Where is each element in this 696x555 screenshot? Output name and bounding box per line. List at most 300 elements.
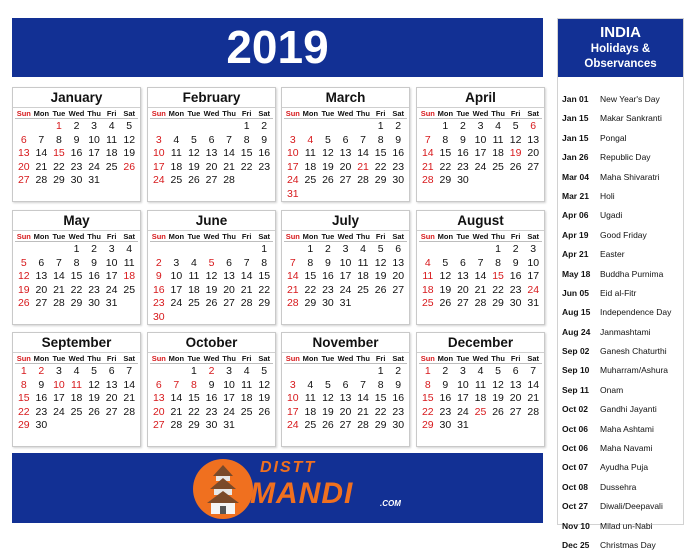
day-cell: 15 — [17, 392, 30, 404]
day-cell: 27 — [105, 405, 118, 418]
weekday-header: Mon — [437, 232, 454, 241]
day-cell: 27 — [527, 160, 540, 173]
weekday-header: Sat — [255, 108, 273, 119]
day-cell: 30 — [322, 297, 334, 309]
day-cell: 9 — [38, 378, 45, 391]
holiday-date: Jan 15 — [562, 132, 589, 143]
day-cell: 18 — [240, 392, 253, 404]
day-cell: 5 — [91, 365, 97, 377]
holiday-row — [562, 226, 683, 245]
day-cell: 30 — [70, 174, 83, 186]
day-cell: 24 — [105, 283, 118, 296]
day-cell: 27 — [35, 297, 48, 309]
day-cell: 19 — [439, 283, 452, 296]
weekday-header: Mon — [33, 109, 50, 118]
day-cell: 7 — [126, 365, 133, 377]
weekday-header: Wed — [203, 232, 220, 241]
day-cell: 8 — [261, 256, 268, 269]
empty-cell — [15, 119, 33, 133]
day-cell: 8 — [424, 378, 431, 391]
day-cell: 17 — [457, 392, 469, 404]
weekday-header: Sat — [255, 231, 273, 242]
weekday-header: Mon — [168, 232, 185, 241]
day-cell: 19 — [374, 270, 387, 282]
day-cell: 1 — [73, 243, 80, 255]
day-cell: 2 — [395, 365, 402, 377]
holiday-row — [562, 361, 683, 380]
day-cell: 22 — [188, 405, 200, 418]
day-cell: 11 — [106, 133, 118, 146]
day-cell: 9 — [208, 378, 215, 391]
weekday-header: Sat — [389, 108, 407, 119]
day-cell: 8 — [73, 256, 80, 269]
empty-cell — [284, 364, 302, 378]
day-cell: 24 — [170, 297, 183, 309]
weekday-header: Sat — [524, 108, 542, 119]
day-cell: 21 — [35, 160, 48, 173]
day-cell: 18 — [70, 392, 83, 404]
holiday-name: Good Friday — [600, 229, 647, 240]
day-cell: 29 — [188, 419, 200, 431]
day-cell: 5 — [325, 133, 331, 146]
day-cell: 20 — [509, 392, 522, 404]
weekday-header: Sat — [120, 353, 138, 364]
holiday-row — [562, 284, 683, 303]
empty-cell — [203, 119, 221, 133]
day-cell: 9 — [442, 378, 449, 391]
day-cell: 14 — [240, 270, 253, 282]
day-cell: 9 — [155, 270, 162, 282]
day-cell: 20 — [339, 160, 352, 173]
holiday-name: Maha Shivaratri — [600, 171, 660, 182]
day-cell: 31 — [286, 187, 299, 200]
day-cell: 4 — [73, 365, 80, 377]
day-cell: 13 — [223, 270, 235, 282]
day-cell: 18 — [357, 270, 369, 282]
day-cell: 3 — [530, 243, 537, 255]
holiday-row — [562, 323, 683, 342]
weekday-header: Wed — [337, 109, 354, 118]
weekday-header: Sun — [16, 109, 31, 118]
day-cell: 11 — [475, 378, 486, 391]
day-cell: 30 — [205, 419, 218, 431]
holiday-name: Republic Day — [600, 152, 651, 163]
month-march — [281, 87, 410, 202]
empty-cell — [354, 364, 372, 378]
day-cell: 8 — [307, 256, 314, 269]
holiday-row — [562, 90, 683, 109]
day-cell: 4 — [108, 120, 115, 132]
weekday-header: Tue — [50, 108, 68, 119]
holiday-name: Makar Sankranti — [600, 113, 662, 124]
holiday-row — [562, 265, 683, 284]
day-cell: 15 — [439, 147, 452, 159]
day-cell: 4 — [191, 256, 197, 269]
day-grid — [13, 230, 140, 310]
day-cell: 31 — [339, 297, 352, 309]
day-cell: 24 — [286, 419, 299, 431]
day-cell: 25 — [357, 283, 369, 296]
weekday-header: Thu — [87, 232, 101, 241]
day-cell: 7 — [173, 378, 180, 391]
day-cell: 3 — [477, 120, 484, 132]
holiday-date: Mar 04 — [562, 171, 589, 182]
weekday-header: Wed — [472, 109, 489, 118]
holiday-date: Dec 25 — [562, 539, 590, 550]
day-cell: 5 — [20, 256, 27, 269]
day-cell: 12 — [88, 378, 100, 391]
day-cell: 15 — [258, 270, 271, 282]
day-cell: 14 — [53, 270, 65, 282]
day-cell: 1 — [243, 120, 250, 132]
day-cell: 6 — [342, 378, 349, 391]
day-cell: 26 — [374, 283, 387, 296]
day-cell: 25 — [492, 160, 504, 173]
day-cell: 18 — [123, 270, 136, 282]
holiday-row — [562, 536, 683, 555]
holiday-date: Jan 26 — [562, 152, 589, 163]
day-cell: 27 — [457, 297, 469, 309]
day-cell: 3 — [91, 120, 97, 132]
day-cell: 9 — [73, 133, 80, 146]
holiday-panel-header — [558, 19, 683, 77]
empty-cell — [168, 364, 186, 378]
holiday-name: Dussehra — [600, 481, 637, 492]
holiday-panel-subtitle-2: Observances — [584, 58, 657, 70]
holiday-date: May 18 — [562, 268, 591, 279]
day-cell: 22 — [304, 283, 317, 296]
day-grid — [148, 352, 275, 432]
day-cell: 5 — [512, 120, 519, 132]
weekday-header: Fri — [103, 108, 121, 119]
holiday-name: Maha Navami — [600, 443, 653, 454]
weekday-header: Mon — [168, 354, 185, 363]
holiday-name: Easter — [600, 249, 625, 260]
weekday-header: Tue — [185, 353, 203, 364]
day-cell: 9 — [91, 256, 97, 269]
day-cell: 7 — [226, 133, 232, 146]
day-cell: 11 — [357, 256, 369, 269]
holiday-date: Sep 10 — [562, 365, 590, 376]
day-cell: 3 — [226, 365, 232, 377]
weekday-header: Sun — [285, 232, 300, 241]
year-title: 2019 — [226, 21, 329, 73]
day-cell: 10 — [170, 270, 183, 282]
weekday-header: Sun — [16, 354, 31, 363]
day-cell: 4 — [495, 120, 501, 132]
holiday-date: Jun 05 — [562, 287, 589, 298]
holiday-name: New Year's Day — [600, 94, 660, 104]
holiday-name: Pongal — [600, 132, 627, 143]
empty-cell — [337, 119, 355, 133]
day-cell: 11 — [304, 392, 316, 404]
holiday-name: Christmas Day — [600, 539, 656, 550]
day-cell: 26 — [439, 297, 452, 309]
day-cell: 15 — [374, 392, 387, 404]
day-cell: 3 — [155, 133, 162, 146]
day-cell: 3 — [173, 256, 180, 269]
day-cell: 5 — [442, 256, 449, 269]
day-cell: 22 — [421, 405, 434, 418]
empty-cell — [284, 242, 302, 256]
day-cell: 1 — [495, 243, 501, 255]
day-cell: 21 — [170, 405, 183, 418]
day-cell: 12 — [509, 133, 522, 146]
day-cell: 28 — [286, 297, 299, 309]
day-cell: 14 — [123, 378, 136, 391]
day-cell: 4 — [477, 365, 484, 377]
day-cell: 8 — [20, 378, 27, 391]
day-cell: 8 — [377, 378, 384, 391]
day-cell: 11 — [123, 256, 135, 269]
day-cell: 11 — [492, 133, 504, 146]
holiday-date: Jan 15 — [562, 113, 589, 124]
weekday-header: Fri — [372, 353, 390, 364]
holiday-date: Oct 02 — [562, 404, 588, 415]
day-cell: 12 — [123, 133, 136, 146]
day-cell: 22 — [439, 160, 452, 173]
day-cell: 13 — [17, 147, 30, 159]
logo-text-distt: DISTT — [260, 459, 317, 476]
empty-cell — [168, 242, 186, 256]
day-cell: 10 — [105, 256, 118, 269]
day-cell: 1 — [191, 365, 197, 377]
day-cell: 19 — [88, 392, 100, 404]
weekday-header: Sun — [151, 354, 166, 363]
day-cell: 7 — [243, 256, 250, 269]
day-cell: 21 — [421, 160, 434, 173]
month-name: October — [185, 335, 238, 350]
weekday-header: Fri — [507, 108, 525, 119]
day-cell: 21 — [223, 160, 235, 173]
day-cell: 26 — [17, 297, 30, 309]
day-cell: 9 — [512, 256, 519, 269]
day-cell: 18 — [474, 392, 487, 404]
empty-cell — [419, 119, 437, 133]
day-cell: 27 — [339, 174, 352, 186]
day-cell: 23 — [258, 160, 271, 173]
day-cell: 3 — [108, 243, 115, 255]
day-cell: 2 — [73, 120, 80, 132]
holiday-name: Maha Ashtami — [600, 423, 654, 434]
holiday-name: Holi — [600, 190, 615, 201]
holiday-row — [562, 109, 683, 128]
holiday-row — [562, 206, 683, 225]
day-cell: 28 — [357, 419, 369, 431]
empty-cell — [472, 242, 490, 256]
day-cell: 5 — [208, 256, 215, 269]
day-cell: 12 — [322, 392, 334, 404]
day-cell: 14 — [223, 147, 235, 159]
day-cell: 12 — [258, 378, 271, 391]
day-cell: 30 — [457, 174, 469, 186]
weekday-header: Wed — [68, 232, 85, 241]
day-cell: 10 — [527, 256, 540, 269]
empty-cell — [302, 364, 320, 378]
day-grid — [13, 352, 140, 432]
day-cell: 26 — [88, 405, 100, 418]
logo-text-com: .COM — [380, 499, 401, 508]
day-cell: 4 — [307, 133, 314, 146]
empty-cell — [33, 242, 51, 256]
day-cell: 26 — [509, 160, 522, 173]
empty-cell — [150, 242, 168, 256]
day-cell: 13 — [457, 270, 469, 282]
day-cell: 24 — [527, 283, 540, 296]
day-cell: 13 — [509, 378, 522, 391]
day-cell: 28 — [357, 174, 369, 186]
day-cell: 17 — [339, 270, 352, 282]
holiday-name: Janmashtami — [600, 326, 651, 337]
day-cell: 30 — [509, 297, 522, 309]
day-cell: 6 — [108, 365, 115, 377]
month-february — [147, 87, 276, 202]
day-cell: 20 — [105, 392, 118, 404]
weekday-header: Tue — [454, 108, 472, 119]
day-cell: 14 — [357, 147, 369, 159]
day-cell: 20 — [152, 405, 165, 418]
weekday-header: Fri — [372, 231, 390, 242]
day-cell: 25 — [240, 405, 253, 418]
empty-cell — [437, 242, 455, 256]
day-cell: 28 — [35, 174, 48, 186]
day-cell: 13 — [152, 392, 165, 404]
day-cell: 3 — [56, 365, 62, 377]
day-cell: 18 — [421, 283, 434, 296]
day-cell: 15 — [53, 147, 65, 159]
weekday-header: Thu — [491, 232, 505, 241]
day-cell: 1 — [377, 365, 384, 377]
day-cell: 31 — [223, 419, 235, 431]
day-cell: 5 — [325, 378, 331, 391]
day-cell: 27 — [152, 419, 165, 431]
day-cell: 19 — [509, 147, 522, 159]
day-cell: 22 — [240, 160, 253, 173]
holiday-row — [562, 439, 683, 458]
day-cell: 28 — [527, 405, 540, 418]
day-cell: 6 — [460, 256, 466, 269]
holiday-date: Sep 11 — [562, 384, 589, 395]
day-cell: 28 — [240, 297, 253, 309]
day-cell: 19 — [17, 283, 30, 296]
day-cell: 23 — [88, 283, 100, 296]
weekday-header: Fri — [238, 231, 256, 242]
day-cell: 31 — [105, 297, 118, 309]
holiday-name: Diwali/Deepavali — [600, 501, 663, 512]
day-cell: 9 — [261, 133, 268, 146]
day-cell: 6 — [38, 256, 45, 269]
day-cell: 18 — [304, 160, 317, 173]
day-cell: 14 — [286, 270, 299, 282]
day-cell: 27 — [205, 174, 218, 186]
day-cell: 10 — [152, 147, 165, 159]
day-cell: 6 — [512, 365, 519, 377]
day-cell: 16 — [322, 270, 334, 282]
day-cell: 4 — [307, 378, 314, 391]
day-cell: 29 — [374, 419, 387, 431]
day-cell: 20 — [205, 160, 218, 173]
day-cell: 3 — [289, 133, 296, 146]
holiday-date: Apr 21 — [562, 249, 589, 260]
day-cell: 11 — [422, 270, 434, 282]
empty-cell — [220, 119, 238, 133]
day-cell: 28 — [53, 297, 65, 309]
month-name: December — [447, 335, 514, 350]
day-cell: 26 — [188, 174, 200, 186]
day-cell: 15 — [188, 392, 200, 404]
day-cell: 2 — [442, 365, 449, 377]
day-cell: 27 — [392, 283, 405, 296]
weekday-header: Fri — [372, 108, 390, 119]
day-cell: 3 — [342, 243, 349, 255]
day-grid — [148, 107, 275, 187]
holiday-date: Jan 01 — [562, 94, 589, 104]
day-cell: 16 — [205, 392, 218, 404]
day-cell: 7 — [530, 365, 537, 377]
day-grid — [282, 107, 409, 200]
holiday-panel-subtitle-1: Holidays & — [590, 43, 651, 55]
logo-circle — [193, 459, 253, 519]
day-cell: 10 — [286, 392, 299, 404]
day-cell: 25 — [188, 297, 200, 309]
day-cell: 7 — [360, 378, 366, 391]
weekday-header: Mon — [302, 109, 319, 118]
temple-icon — [193, 459, 253, 519]
day-cell: 28 — [474, 297, 487, 309]
day-cell: 8 — [377, 133, 384, 146]
day-cell: 30 — [392, 419, 405, 431]
day-cell: 25 — [304, 174, 317, 186]
holiday-name: Gandhi Jayanti — [600, 404, 657, 415]
day-cell: 17 — [474, 147, 487, 159]
day-cell: 4 — [126, 243, 133, 255]
weekday-header: Fri — [238, 108, 256, 119]
day-cell: 4 — [424, 256, 431, 269]
day-cell: 26 — [492, 405, 504, 418]
holiday-name: Buddha Purnima — [600, 268, 664, 279]
day-cell: 24 — [53, 405, 65, 418]
day-cell: 1 — [56, 120, 62, 132]
day-cell: 1 — [424, 365, 431, 377]
day-cell: 24 — [474, 160, 487, 173]
day-cell: 25 — [70, 405, 83, 418]
weekday-header: Mon — [302, 232, 319, 241]
month-january — [12, 87, 141, 202]
holiday-name: Eid al-Fitr — [600, 287, 637, 298]
day-cell: 16 — [392, 392, 405, 404]
day-cell: 6 — [20, 133, 27, 146]
year-banner — [12, 18, 543, 77]
empty-cell — [33, 119, 51, 133]
day-cell: 17 — [286, 160, 299, 173]
day-cell: 29 — [53, 174, 65, 186]
day-cell: 2 — [155, 256, 162, 269]
day-cell: 13 — [205, 147, 218, 159]
day-cell: 29 — [70, 297, 83, 309]
day-cell: 2 — [261, 120, 268, 132]
empty-cell — [150, 119, 168, 133]
day-cell: 5 — [261, 365, 268, 377]
empty-cell — [337, 364, 355, 378]
day-cell: 21 — [474, 283, 487, 296]
holiday-list — [558, 77, 683, 555]
empty-cell — [185, 119, 203, 133]
holiday-row — [562, 478, 683, 497]
logo-text-mandi: MANDI — [250, 477, 354, 510]
holiday-name: Independence Day — [600, 307, 672, 318]
holiday-date: Oct 27 — [562, 501, 588, 512]
month-name: March — [325, 90, 366, 105]
